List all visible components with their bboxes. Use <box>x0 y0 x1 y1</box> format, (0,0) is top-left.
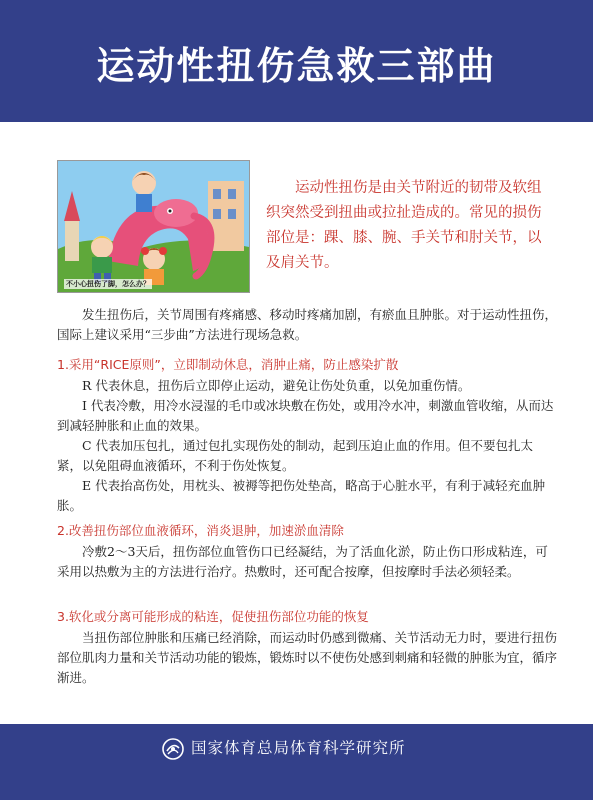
illustration-caption: 不小心扭伤了脚，怎么办？ <box>66 280 150 288</box>
rice-item-e: E 代表抬高伤处，用枕头、被褥等把伤处垫高，略高于心脏水平，有利于减轻充血肿胀。 <box>57 478 546 513</box>
footer-banner <box>0 724 593 800</box>
section-2-heading: 2.改善扭伤部位血液循环，消炎退肿，加速淤血清除 <box>57 523 344 538</box>
section-3-text: 当扭伤部位肿胀和压痛已经消除，而运动时仍感到微痛、关节活动无力时，要进行扭伤部位肌肉力量和关节活动功能的锻炼，锻炼时以不使伤处感到刺痛和轻微的肿胀为宜，循序渐进。 <box>57 630 558 685</box>
rice-item-c: C 代表加压包扎，通过包扎实现伤处的制动，起到压迫止血的作用。但不要包扎太紧，以免阻碍血液循环，不利于伤处恢复。 <box>57 438 534 473</box>
institute-logo-icon <box>162 738 184 760</box>
playground-picture <box>58 161 249 292</box>
section-2-text: 冷敷2～3天后，扭伤部位血管伤口已经凝结，为了活血化淤，防止伤口形成粘连，可采用以热敷为主的方法进行治疗。热敷时，还可配合按摩，但按摩时手法必须轻柔。 <box>57 544 548 579</box>
paragraph-overview: 发生扭伤后，关节周围有疼痛感、移动时疼痛加剧，有瘀血且肿胀。对于运动性扭伤，国际上建议采用“三步曲”方法进行现场急救。 <box>57 307 558 342</box>
cartoon-illustration <box>57 160 250 293</box>
footer-organization: 国家体育总局体育科学研究所 <box>191 739 406 757</box>
rice-item-i: I 代表冷敷，用冷水浸湿的毛巾或冰块敷在伤处，或用冷水冲，刺激血管收缩，从而达到减轻肿胀和止血的效果。 <box>57 398 554 433</box>
section-3-heading: 3.软化或分离可能形成的粘连，促使扭伤部位功能的恢复 <box>57 609 369 624</box>
section-1-heading: 1.采用“RICE原则”，立即制动休息，消肿止痛，防止感染扩散 <box>57 357 399 372</box>
page-title: 运动性扭伤急救三部曲 <box>96 44 497 88</box>
intro-text: 运动性扭伤是由关节附近的韧带及软组织突然受到扭曲或拉扯造成的。常见的损伤部位是：踝、膝、腕、手关节和肘关节，以及肩关节。 <box>266 180 542 271</box>
rice-item-r: R 代表休息，扭伤后立即停止运动，避免让伤处负重，以免加重伤情。 <box>82 378 471 393</box>
